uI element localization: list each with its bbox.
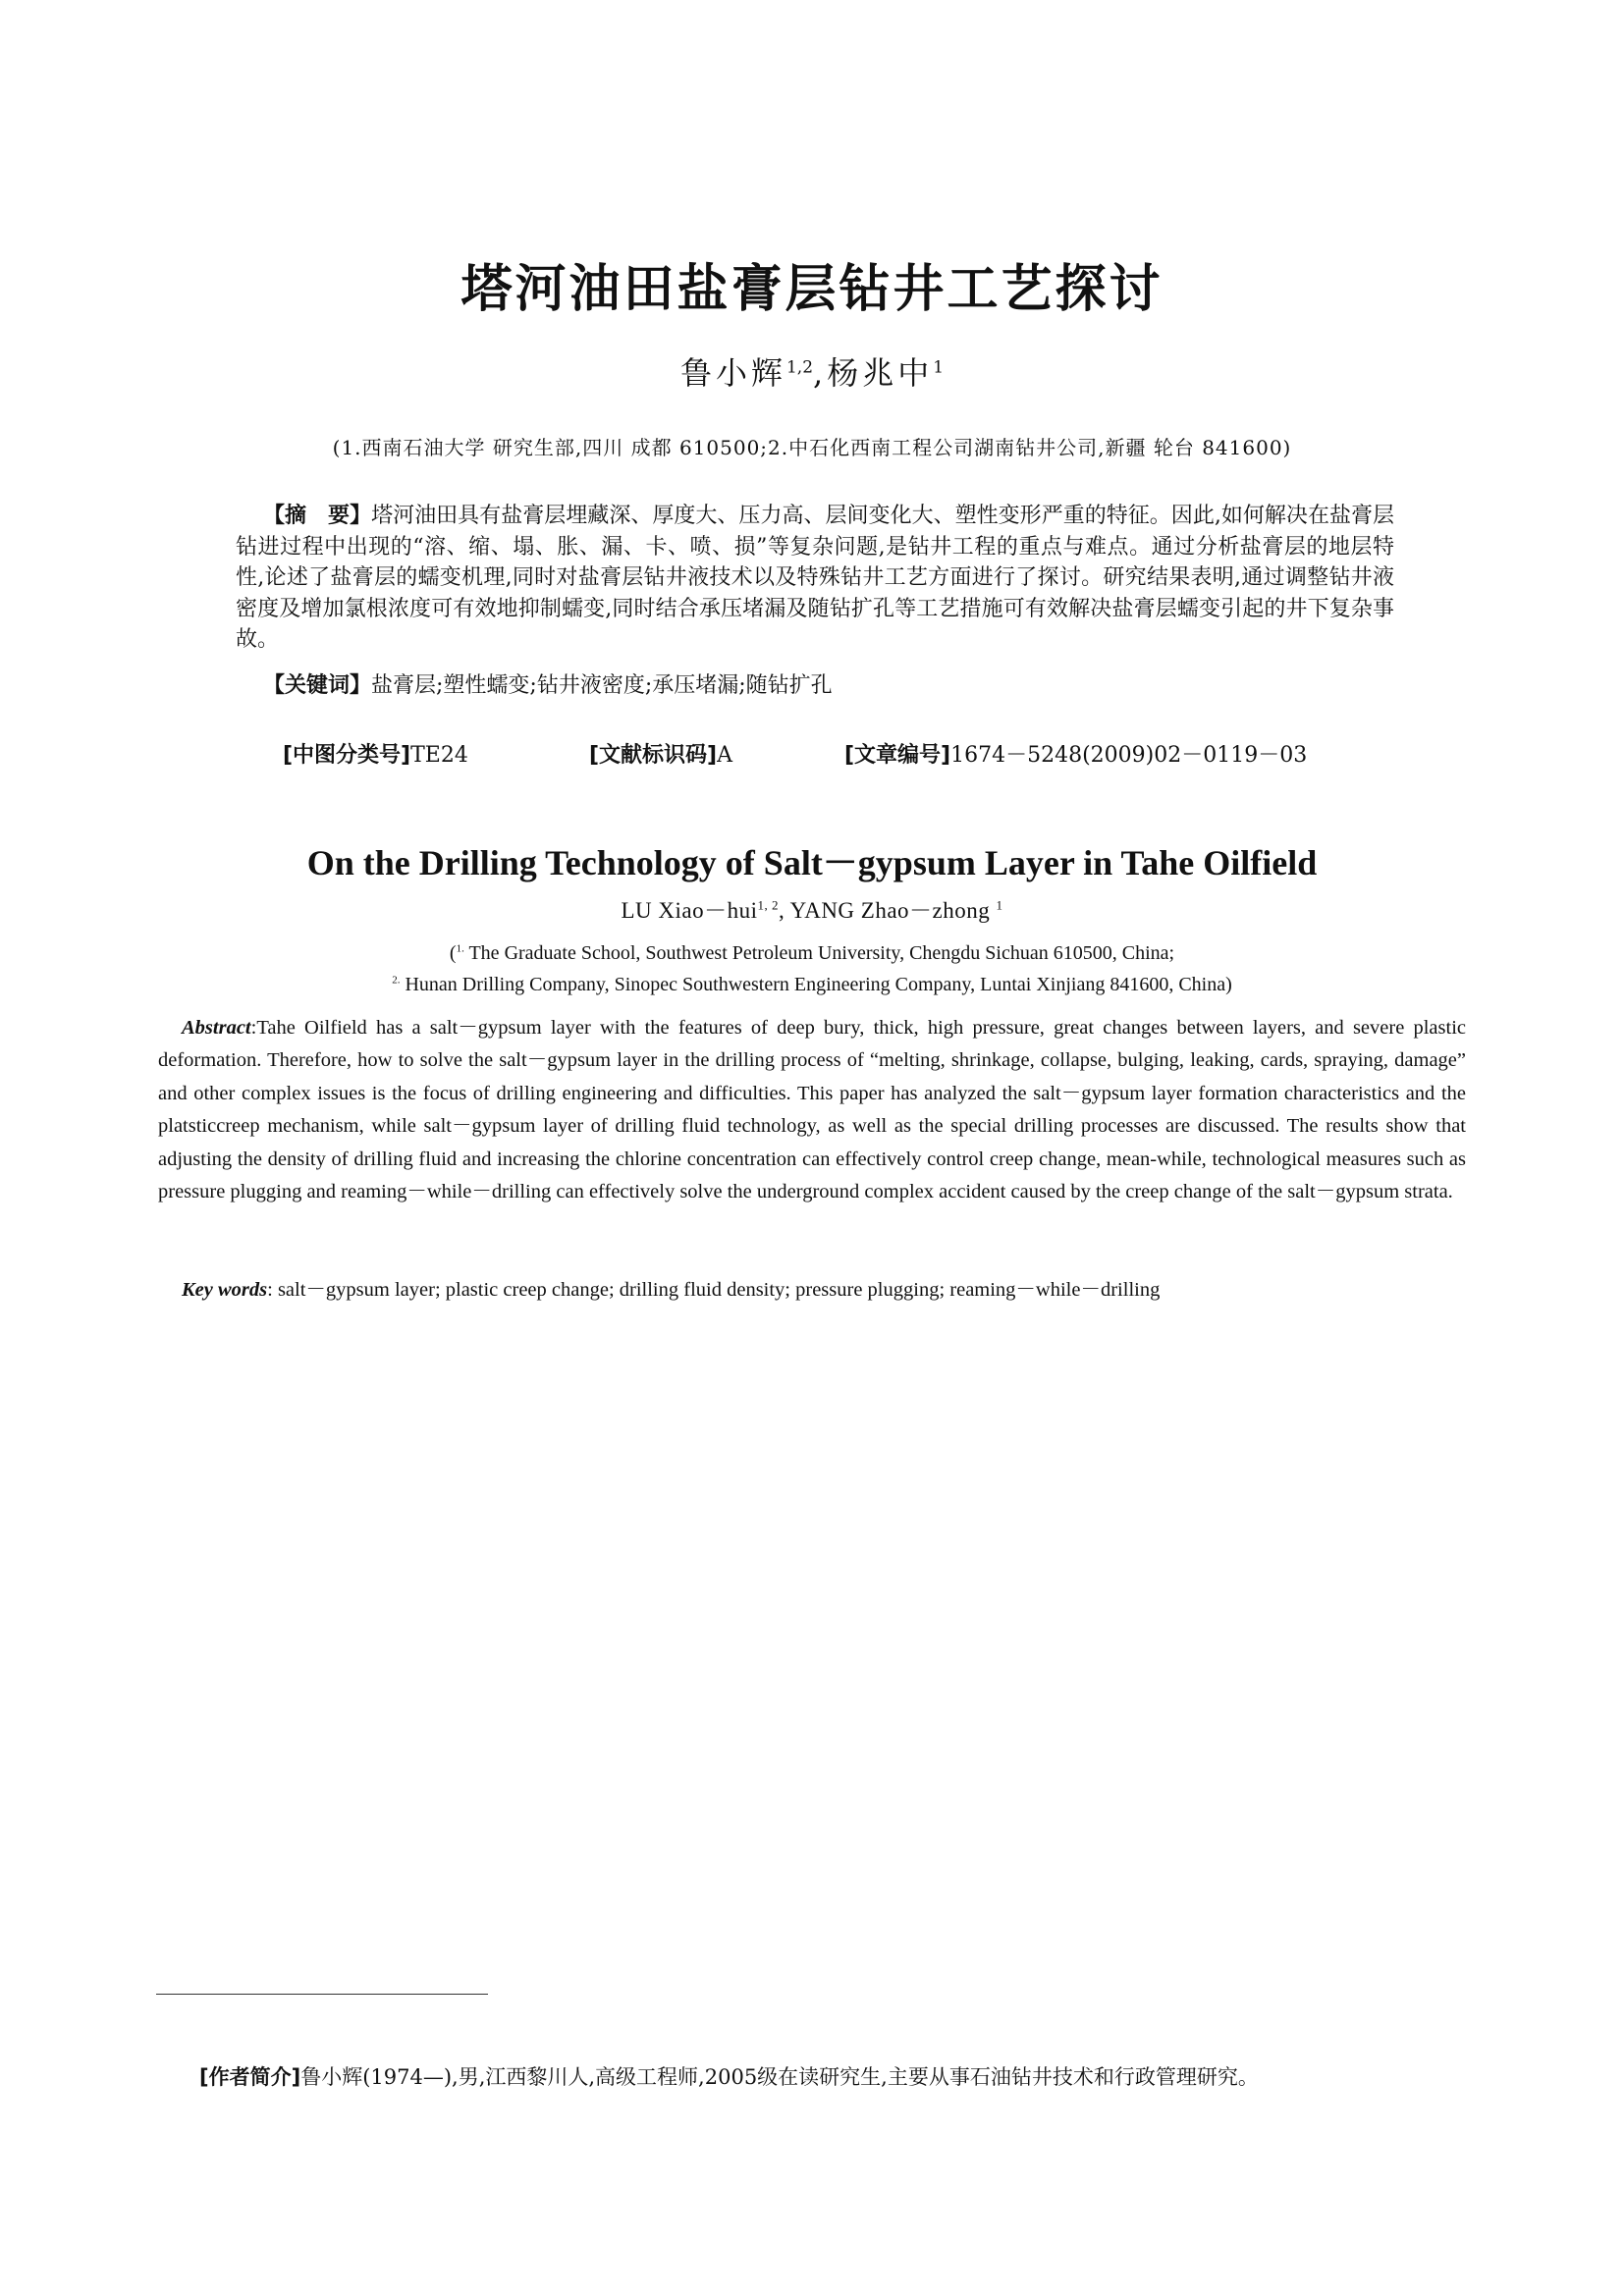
document-code — [589, 738, 732, 769]
cn-author-1-affil-sup: 1,2 — [785, 357, 814, 378]
en-affil-open-paren: ( — [449, 942, 457, 964]
en-affiliation-2 — [0, 974, 1624, 996]
en-keywords-label: Key words — [182, 1279, 268, 1301]
cn-author-1: 鲁小辉 — [679, 354, 786, 392]
cn-keywords — [263, 670, 1392, 701]
en-authors — [0, 892, 1624, 925]
en-keywords — [182, 1274, 1478, 1306]
clc-label: [中图分类号] — [283, 743, 411, 768]
en-author-separator: , — [779, 898, 790, 923]
cn-author-separator: , — [813, 354, 828, 392]
en-affil-1-sup: 1. — [456, 942, 464, 955]
en-affiliation-1 — [0, 942, 1624, 965]
en-abstract-label: Abstract — [182, 1017, 251, 1039]
article-no-label: [文章编号] — [844, 743, 951, 768]
en-keywords-text: salt－gypsum layer; plastic creep change; drilling fluid density; pressure plugging; reaming－while－drilling — [277, 1279, 1161, 1301]
article-no-value: 1674－5248(2009)02－0119－03 — [950, 743, 1308, 768]
en-affil-1-text: The Graduate School, Southwest Petroleum University, Chengdu Sichuan 610500, China; — [468, 942, 1175, 964]
author-footnote — [199, 2061, 1476, 2091]
cn-author-2-affil-sup: 1 — [933, 357, 945, 378]
footnote-divider — [156, 1994, 488, 1995]
clc-number — [283, 738, 468, 769]
cn-authors — [0, 348, 1624, 394]
footnote-label: [作者简介] — [199, 2065, 301, 2089]
cn-keywords-text: 盐膏层;塑性蠕变;钻井液密度;承压堵漏;随钻扩孔 — [371, 673, 833, 698]
cn-affiliation: (1.西南石油大学 研究生部,四川 成都 610500;2.中石化西南工程公司湖南钻井公司,新疆 轮台 841600) — [332, 436, 1292, 459]
clc-value: TE24 — [410, 743, 468, 768]
en-title: On the Drilling Technology of Salt－gypsum Layer in Tahe Oilfield — [306, 843, 1318, 882]
cn-abstract — [236, 501, 1394, 656]
en-abstract — [158, 1012, 1466, 1208]
en-author-2: YANG Zhao－zhong — [789, 898, 991, 923]
cn-title: 塔河油田盐膏层钻井工艺探讨 — [460, 259, 1164, 319]
footnote-text: 鲁小辉(1974—),男,江西黎川人,高级工程师,2005级在读研究生,主要从事石油钻井技术和行政管理研究。 — [300, 2065, 1259, 2089]
doc-code-label: [文献标识码] — [589, 743, 718, 768]
doc-code-value: A — [717, 743, 733, 768]
cn-abstract-text: 塔河油田具有盐膏层埋藏深、厚度大、压力高、层间变化大、塑性变形严重的特征。因此,如何解决在盐膏层钻进过程中出现的“溶、缩、塌、胀、漏、卡、喷、损”等复杂问题,是钻井工程的重点与难点。通过分析盐膏层的地层特性,论述了盐膏层的蠕变机理,同时对盐膏层钻井液技术以及特殊钻井工艺方面进行了探讨。研究结果表明,通过调整钻井液密度及增加氯根浓度可有效地抑制蠕变,同时结合承压堵漏及随钻扩孔等工艺措施可有效解决盐膏层蠕变引起的井下复杂事故。 — [236, 504, 1394, 652]
article-number — [844, 738, 1307, 769]
en-author-1-affil-sup: 1, 2 — [757, 897, 779, 913]
cn-keywords-label: 【关键词】 — [263, 673, 372, 698]
en-abstract-colon: : — [250, 1017, 257, 1039]
cn-author-2: 杨兆中 — [827, 354, 934, 392]
en-affil-2-sup: 2. — [392, 974, 401, 987]
cn-abstract-label: 【摘 要】 — [263, 504, 372, 528]
en-abstract-text: Tahe Oilfield has a salt－gypsum layer with the features of deep bury, thick, high pressure, great changes between layers, and severe plastic deformation. Therefore, how to solve the salt－gypsum layer in the drilling process of “melting, shrinkage, collapse, bulging, leaking, cards, spraying, damage” and other complex issues is the focus of drilling engineering and difficulties. This paper has analyzed the salt－gypsum layer formation characteristics and the platsticcreep mechanism, while salt－gypsum layer of drilling fluid technology, as well as the special drilling processes are discussed. The results show that adjusting the density of drilling fluid and increasing the chlorine concentration can effectively control creep change, mean-while, technological measures such as pressure plugging and reaming－while－drilling can effectively solve the underground complex accident caused by the creep change of the salt－gypsum strata. — [158, 1017, 1466, 1203]
en-affil-2-text: Hunan Drilling Company, Sinopec Southwestern Engineering Company, Luntai Xinjiang 841600, China) — [405, 974, 1232, 995]
en-author-1: LU Xiao－hui — [621, 898, 758, 923]
en-keywords-colon: : — [267, 1279, 273, 1301]
en-author-2-affil-sup: 1 — [996, 897, 1003, 913]
